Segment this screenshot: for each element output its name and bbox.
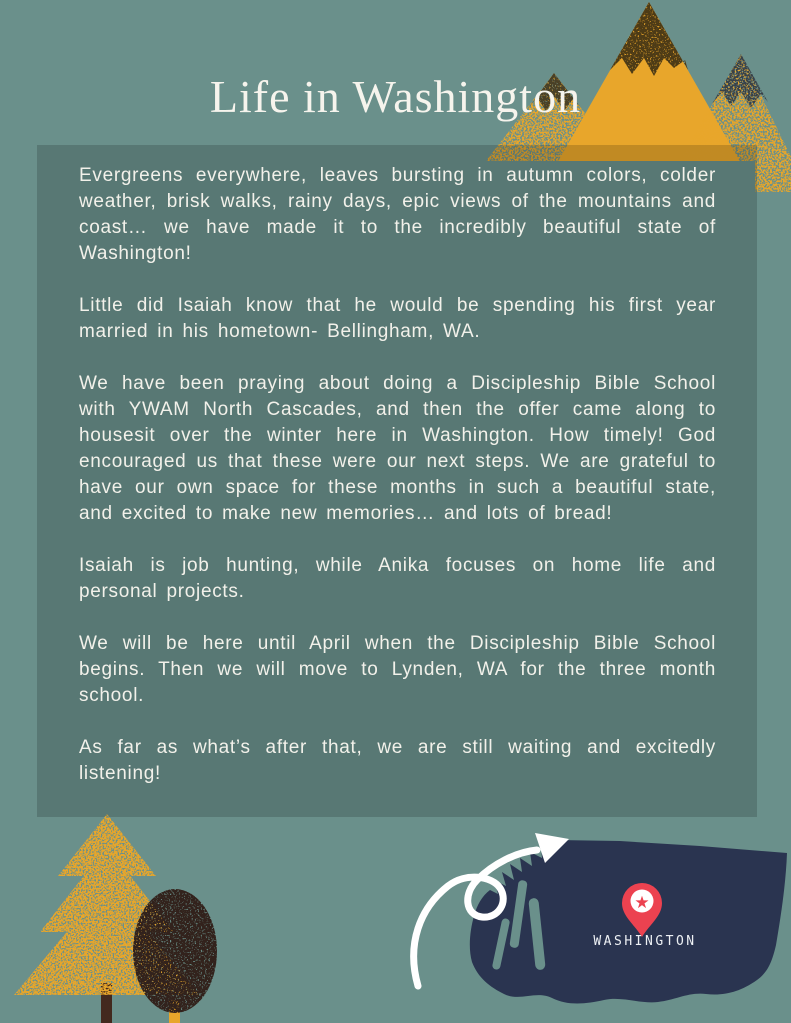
body-text	[79, 163, 716, 787]
body-paragraph: Little did Isaiah know that he would be spending his first year married in his hometown- Bellingham, WA.	[79, 295, 716, 342]
pin-star-icon: ★	[634, 893, 650, 913]
body-paragraph: Isaiah is job hunting, while Anika focuses on home life and personal projects.	[79, 555, 716, 602]
body-paragraph: As far as what’s after that, we are still waiting and excitedly listening!	[79, 737, 716, 784]
body-paragraph: We will be here until April when the Discipleship Bible School begins. Then we will move to Lynden, WA for the three month school.	[79, 633, 716, 706]
body-paragraph: Evergreens everywhere, leaves bursting in autumn colors, colder weather, brisk walks, rainy days, epic views of the mountains and coast… we have made it to the incredibly beautiful state of Washington!	[79, 165, 716, 264]
page-title: Life in Washington	[209, 71, 582, 122]
washington-state-map	[470, 840, 787, 1004]
round-tree-icon	[133, 889, 217, 1023]
body-paragraph: We have been praying about doing a Discipleship Bible School with YWAM North Cascades, and then the offer came along to housesit over the winter here in Washington. How timely! God encouraged us that these were our next steps. We are grateful to have our own space for these months in such a beautiful state, and excited to make new memories… and lots of bread!	[79, 373, 716, 524]
map-label: WASHINGTON	[593, 934, 697, 949]
